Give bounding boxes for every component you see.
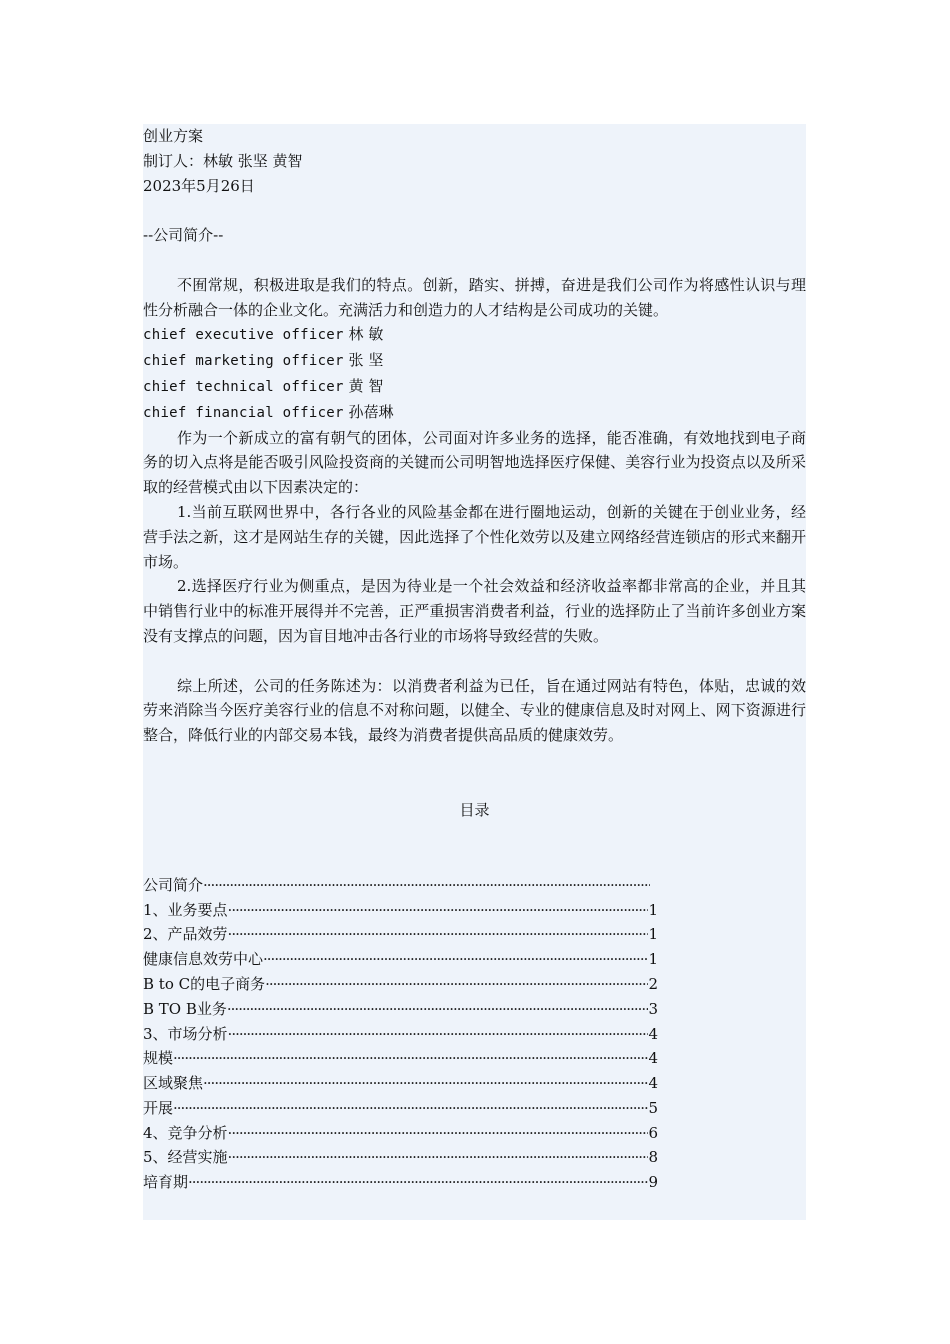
toc-item-page: 2: [648, 974, 658, 993]
toc-item-page: 1: [648, 900, 658, 919]
toc-item-label: 4、竞争分析: [143, 1123, 228, 1142]
officer-role: chief technical officer: [143, 378, 344, 395]
officer-name: 孙蓓琳: [348, 402, 394, 421]
toc-item-label: 规模: [143, 1049, 174, 1068]
toc-title: 目录: [459, 800, 490, 819]
toc-item-page: 5: [648, 1098, 658, 1117]
officer-name: 黄 智: [348, 376, 384, 395]
toc-item-page: 8: [648, 1148, 658, 1167]
officer-cfo: [143, 400, 806, 426]
toc-item-label: 3、市场分析: [143, 1024, 228, 1043]
toc-leader: [173, 1046, 648, 1071]
toc-item[interactable]: [143, 1121, 658, 1146]
toc-leader: [263, 947, 648, 972]
toc-item-label: 健康信息效劳中心: [143, 950, 264, 969]
toc-item-page: 4: [648, 1024, 658, 1043]
toc-item-page: [650, 873, 658, 898]
toc-item-label: B TO B业务: [143, 999, 227, 1018]
intro-paragraph-4: 2.选择医疗行业为侧重点，是因为待业是一个社会效益和经济收益率都非常高的企业，并且其中销售行业中的标准开展得并不完善，正严重损害消费者利益，行业的选择防止了当前许多创业方案没有支撑点的问题，因为盲目地冲击各行业的市场将导致经营的失败。: [143, 577, 806, 645]
toc-item-label: 2、产品效劳: [143, 925, 228, 944]
section-heading: --公司简介--: [143, 226, 224, 245]
toc-leader: [227, 997, 649, 1022]
toc-leader: [188, 1170, 648, 1195]
toc-item-label: B to C的电子商务: [143, 974, 266, 993]
toc-list: [143, 873, 806, 1195]
toc-item[interactable]: [143, 947, 658, 972]
toc-leader: [228, 898, 649, 923]
toc-leader: [203, 873, 650, 898]
officer-ceo: [143, 322, 806, 348]
officer-cmo: [143, 348, 806, 374]
toc-item-label: 公司简介: [143, 875, 204, 894]
toc-item[interactable]: [143, 997, 658, 1022]
doc-date: 2023年5月26日: [143, 176, 255, 195]
officer-role: chief executive officer: [143, 327, 344, 344]
toc-item-page: 1: [648, 925, 658, 944]
toc-item[interactable]: [143, 1046, 658, 1071]
officer-role: chief financial officer: [143, 404, 344, 421]
toc-item-page: 1: [648, 950, 658, 969]
toc-item[interactable]: [143, 898, 658, 923]
toc-leader: [228, 922, 649, 947]
toc-item-page: 9: [648, 1173, 658, 1192]
author-line: 制订人：林敏 张坚 黄智: [143, 151, 303, 170]
toc-leader: [228, 1022, 649, 1047]
toc-item-label: 开展: [143, 1098, 174, 1117]
toc-item[interactable]: [143, 1145, 658, 1170]
officer-cto: [143, 374, 806, 400]
document-body: [143, 124, 806, 1195]
officer-name: 张 坚: [348, 351, 384, 370]
toc-item[interactable]: [143, 1170, 658, 1195]
toc-item-page: 6: [648, 1123, 658, 1142]
toc-item-label: 5、经营实施: [143, 1148, 228, 1167]
toc-item[interactable]: [143, 922, 658, 947]
toc-leader: [203, 1071, 648, 1096]
toc-item[interactable]: [143, 1022, 658, 1047]
toc-leader: [173, 1096, 648, 1121]
toc-item[interactable]: [143, 1096, 658, 1121]
toc-item[interactable]: [143, 972, 658, 997]
toc-item-page: 3: [648, 999, 658, 1018]
toc-leader: [228, 1145, 649, 1170]
toc-leader: [265, 972, 648, 997]
toc-item-page: 4: [648, 1074, 658, 1093]
doc-title: 创业方案: [143, 127, 204, 145]
toc-leader: [228, 1121, 649, 1146]
officer-role: chief marketing officer: [143, 353, 344, 370]
officer-name: 林 敏: [348, 325, 384, 344]
toc-item[interactable]: [143, 873, 658, 898]
toc-item-page: 4: [648, 1049, 658, 1068]
intro-paragraph-3: 1.当前互联网世界中，各行各业的风险基金都在进行圈地运动，创新的关键在于创业业务，经营手法之新，这才是网站生存的关键，因此选择了个性化效劳以及建立网络经营连锁店的形式来翻开市场。: [143, 502, 806, 571]
intro-paragraph-2: 作为一个新成立的富有朝气的团体，公司面对许多业务的选择，能否准确，有效地找到电子商务的切入点将是能否吸引风险投资商的关键而公司明智地选择医疗保健、美容行业为投资点以及所采取的经营模式由以下因素决定的：: [143, 428, 806, 497]
toc-item-label: 区域聚焦: [143, 1074, 204, 1093]
toc-item-label: 1、业务要点: [143, 900, 228, 919]
toc-item[interactable]: [143, 1071, 658, 1096]
toc-item-label: 培育期: [143, 1173, 189, 1192]
intro-paragraph-1: 不囿常规，积极进取是我们的特点。创新，踏实、拼搏，奋进是我们公司作为将感性认识与理性分析融合一体的企业文化。充满活力和创造力的人才结构是公司成功的关键。: [143, 275, 806, 319]
intro-paragraph-5: 综上所述，公司的任务陈述为：以消费者利益为已任，旨在通过网站有特色，体贴，忠诚的效劳来消除当今医疗美容行业的信息不对称问题，以健全、专业的健康信息及时对网上、网下资源进行整合，降低行业的内部交易本钱，最终为消费者提供高品质的健康效劳。: [143, 676, 806, 745]
